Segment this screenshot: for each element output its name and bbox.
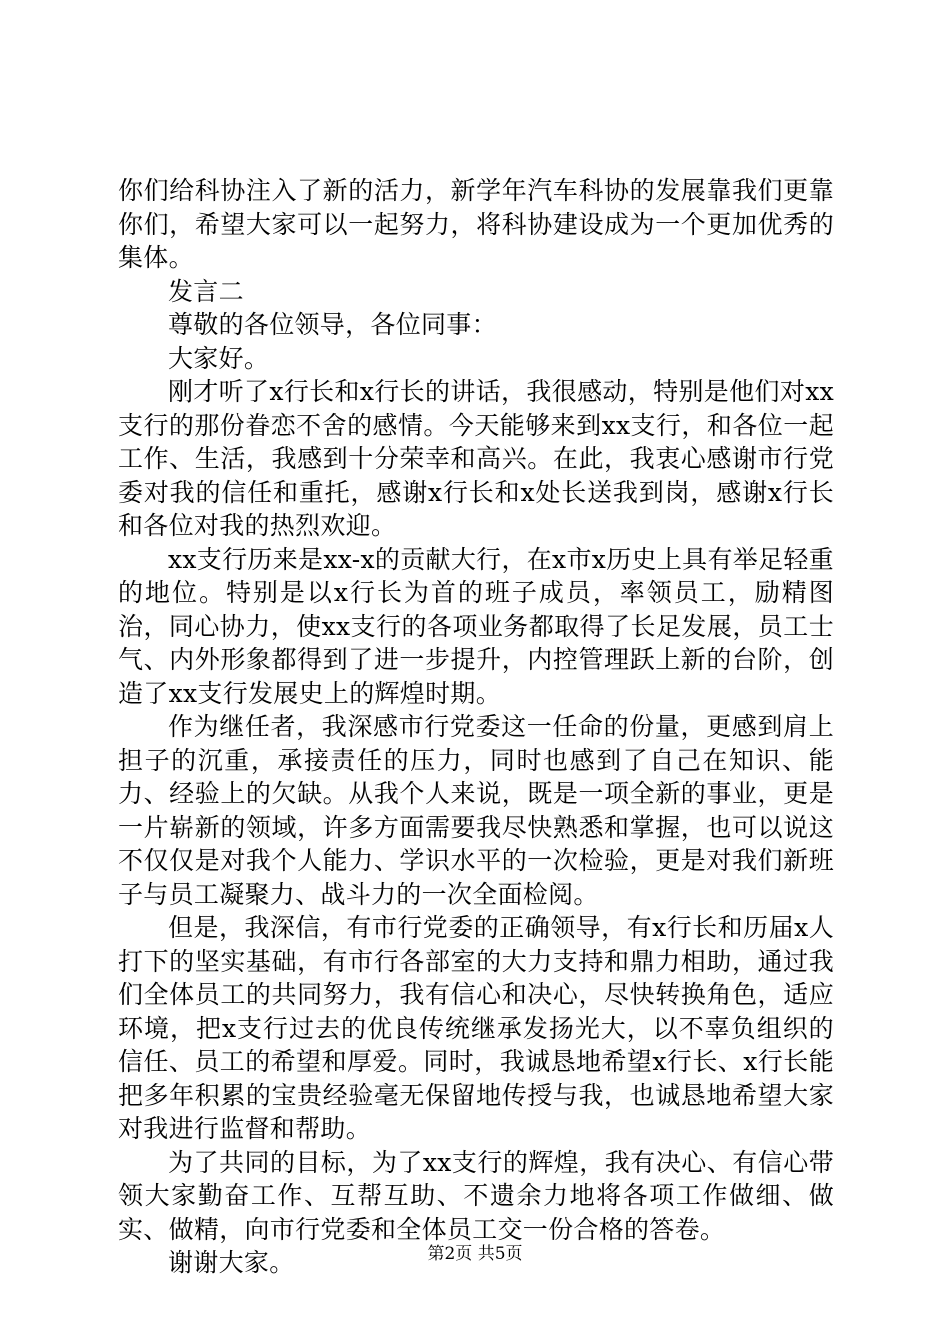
page-number-footer: 第2页 共5页 <box>427 1244 523 1264</box>
speech-heading: 发言二 <box>168 276 244 306</box>
greeting: 大家好。 <box>168 343 270 373</box>
paragraph: 为了共同的目标，为了xx支行的辉煌，我有决心、有信心带领大家勤奋工作、互帮互助、不遗余力地将各项工作做细、做实、做精，向市行党委和全体员工交一份合格的答卷。 <box>118 1147 834 1244</box>
closing: 谢谢大家。 <box>168 1248 295 1277</box>
paragraph: 作为继任者，我深感市行党委这一任命的份量，更感到肩上担子的沉重，承接责任的压力，同时也感到了自己在知识、能力、经验上的欠缺。从我个人来说，既是一项全新的事业，更是一片崭新的领域，许多方面需要我尽快熟悉和掌握，也可以说这不仅仅是对我个人能力、学识水平的一次检验，更是对我们新班子与员工凝聚力、战斗力的一次全面检阅。 <box>118 712 834 909</box>
document-body <box>118 174 834 1280</box>
paragraph-continuation: 你们给科协注入了新的活力，新学年汽车科协的发展靠我们更靠你们，希望大家可以一起努力，将科协建设成为一个更加优秀的集体。 <box>118 176 834 272</box>
paragraph: xx支行历来是xx-x的贡献大行，在x市x历史上具有举足轻重的地位。特别是以x行长为首的班子成员，率领员工，励精图治，同心协力，使xx支行的各项业务都取得了长足发展，员工士气、内外形象都得到了进一步提升，内控管理跃上新的台阶，创造了xx支行发展史上的辉煌时期。 <box>118 544 834 708</box>
salutation: 尊敬的各位领导，各位同事： <box>168 310 497 339</box>
paragraph: 但是，我深信，有市行党委的正确领导，有x行长和历届x人打下的坚实基础，有市行各部室的大力支持和鼎力相助，通过我们全体员工的共同努力，我有信心和决心，尽快转换角色，适应环境，把x支行过去的优良传统继承发扬光大，以不辜负组织的信任、员工的希望和厚爱。同时，我诚恳地希望x行长、x行长能把多年积累的宝贵经验毫无保留地传授与我，也诚恳地希望大家对我进行监督和帮助。 <box>118 913 834 1143</box>
paragraph: 刚才听了x行长和x行长的讲话，我很感动，特别是他们对xx支行的那份眷恋不舍的感情。今天能够来到xx支行，和各位一起工作、生活，我感到十分荣幸和高兴。在此，我衷心感谢市行党委对我的信任和重托，感谢x行长和x处长送我到岗，感谢x行长和各位对我的热烈欢迎。 <box>118 377 834 540</box>
